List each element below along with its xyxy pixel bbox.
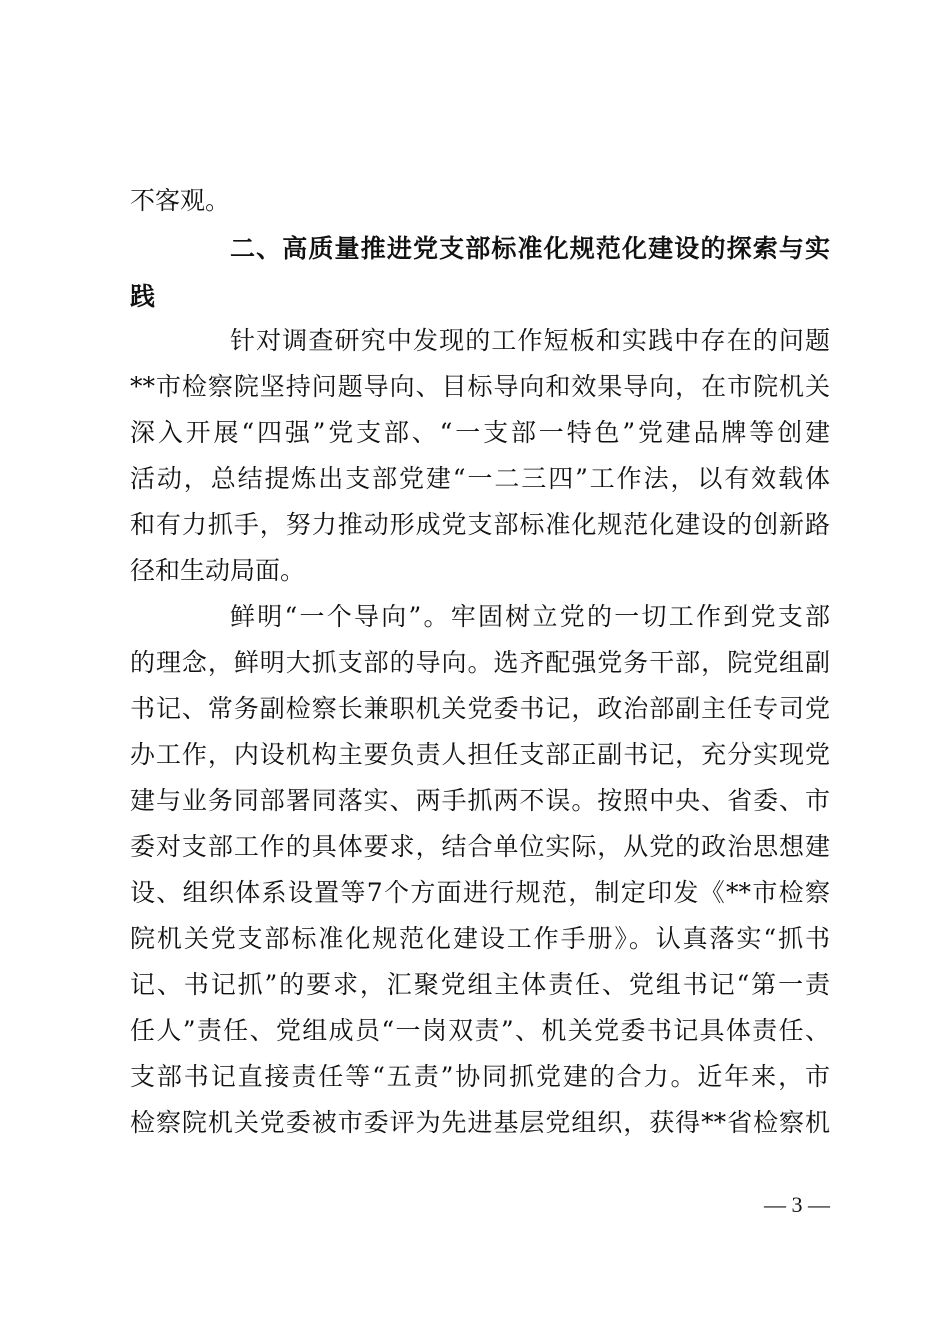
section-heading: 二、高质量推进党支部标准化规范化建设的探索与实 xyxy=(230,234,830,263)
body-text-line: 的理念，鲜明大抓支部的导向。选齐配强党务干部，院党组副 xyxy=(130,648,830,677)
body-text-line: 和有力抓手，努力推动形成党支部标准化规范化建设的创新路 xyxy=(130,510,830,539)
paragraph-first-line: 鲜明“一个导向”。牢固树立党的一切工作到党支部 xyxy=(230,602,830,631)
body-text-line: 建与业务同部署同落实、两手抓两不误。按照中央、省委、市 xyxy=(130,786,830,815)
body-text-line: 记、书记抓”的要求，汇聚党组主体责任、党组书记“第一责 xyxy=(130,970,830,999)
body-text-line: 办工作，内设机构主要负责人担任支部正副书记，充分实现党 xyxy=(130,740,830,769)
body-text-line: 书记、常务副检察长兼职机关党委书记，政治部副主任专司党 xyxy=(130,694,830,723)
page-number: — 3 — xyxy=(764,1192,830,1217)
paragraph-first-line: 针对调查研究中发现的工作短板和实践中存在的问题 xyxy=(230,326,830,355)
body-text-line: 支部书记直接责任等“五责”协同抓党建的合力。近年来，市 xyxy=(130,1062,830,1091)
body-text-line: 深入开展“四强”党支部、“一支部一特色”党建品牌等创建 xyxy=(130,418,830,447)
body-text-line: 院机关党支部标准化规范化建设工作手册》。认真落实“抓书 xyxy=(130,924,830,953)
section-heading-continued: 践 xyxy=(130,282,156,311)
body-text-line: 不客观。 xyxy=(130,186,231,215)
body-text-line: 委对支部工作的具体要求，结合单位实际，从党的政治思想建 xyxy=(130,832,830,861)
body-text-line: **市检察院坚持问题导向、目标导向和效果导向，在市院机关 xyxy=(130,372,830,401)
body-text-line: 活动，总结提炼出支部党建“一二三四”工作法，以有效载体 xyxy=(130,464,830,493)
body-text-line: 径和生动局面。 xyxy=(130,556,306,585)
body-text-line: 任人”责任、党组成员“一岗双责”、机关党委书记具体责任、 xyxy=(130,1016,830,1045)
body-text-line: 检察院机关党委被市委评为先进基层党组织，获得**省检察机 xyxy=(130,1108,830,1137)
body-text-line: 设、组织体系设置等7个方面进行规范，制定印发《**市检察 xyxy=(130,878,830,907)
